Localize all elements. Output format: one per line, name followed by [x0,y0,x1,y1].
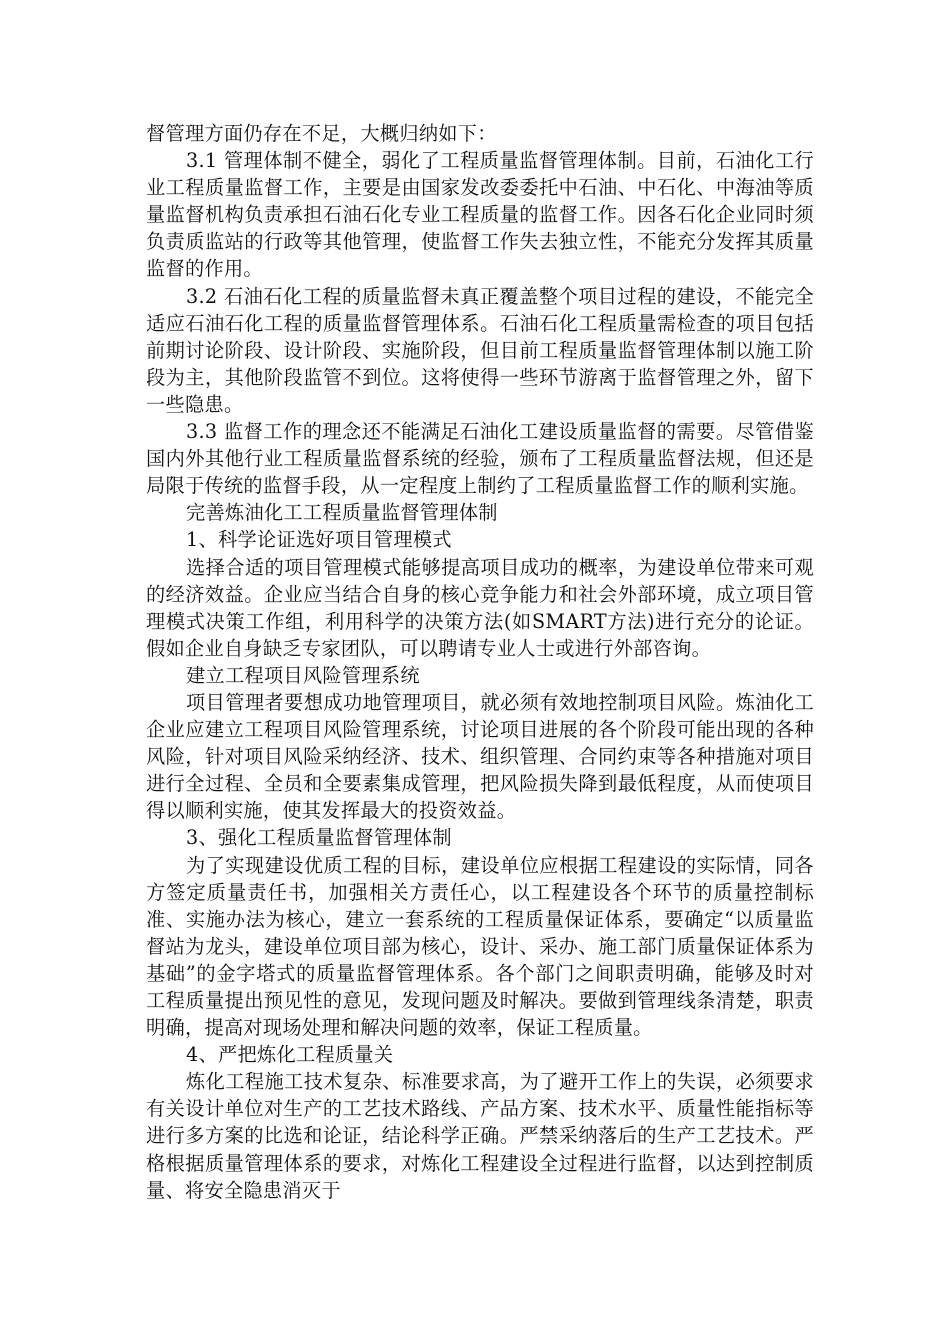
subheading-1: 1、科学论证选好项目管理模式 [186,528,452,552]
paragraph-3-3: 3.3 监督工作的理念还不能满足石油化工建设质量监督的需要。尽管借鉴国内外其他行业工程质量监督系统的经验，颁布了工程质量监督法规，但还是局限于传统的监督手段，从一定程度上制约了工程质量监督工作的顺利实施。 [146,420,814,498]
paragraph-3-2: 3.2 石油石化工程的质量监督未真正覆盖整个项目过程的建设，不能完全适应石油石化工程的质量监督管理体系。石油石化工程质量需检查的项目包括前期讨论阶段、设计阶段、实施阶段，但目前工程质量监督管理体制以施工阶段为主，其他阶段监管不到位。这将使得一些环节游离于监督管理之外，留下一些隐患。 [146,284,814,416]
paragraph-risk-management: 项目管理者要想成功地管理项目，就必须有效地控制项目风险。炼油化工企业应建立工程项目风险管理系统，讨论项目进展的各个阶段可能出现的各种风险，针对项目风险采纳经济、技术、组织管理、合同约束等各种措施对项目进行全过程、全员和全要素集成管理，把风险损失降到最低程度，从而使项目得以顺利实施，使其发挥最大的投资效益。 [146,690,814,823]
paragraph-quality-system: 为了实现建设优质工程的目标，建设单位应根据工程建设的实际情，同各方签定质量责任书，加强相关方责任心，以工程建设各个环节的质量控制标准、实施办法为核心，建立一套系统的工程质量保证体系，要确定“以质量监督站为龙头，建设单位项目部为核心，设计、采办、施工部门质量保证体系为基础”的金字塔式的质量监督管理体系。各个部门之间职责明确，能够及时对工程质量提出预见性的意见，发现问题及时解决。要做到管理线条清楚，职责明确，提高对现场处理和解决问题的效率，保证工程质量。 [146,853,814,1040]
section-heading-improve-system: 完善炼油化工工程质量监督管理体制 [186,501,498,525]
subheading-3: 3、强化工程质量监督管理体制 [186,826,452,850]
paragraph-3-1: 3.1 管理体制不健全，弱化了工程质量监督管理体制。目前，石油化工行业工程质量监督工作，主要是由国家发改委委托中石油、中石化、中海油等质量监督机构负责承担石油石化专业工程质量的监督工作。因各石化企业同时须负责质监站的行政等其他管理，使监督工作失去独立性，不能充分发挥其质量监督的作用。 [146,149,814,281]
paragraph-quality-control: 炼化工程施工技术复杂、标准要求高，为了避开工作上的失误，必须要求有关设计单位对生产的工艺技术路线、产品方案、技术水平、质量性能指标等进行多方案的比选和论证，结论科学正确。严禁采纳落后的生产工艺技术。严格根据质量管理体系的要求，对炼化工程建设全过程进行监督，以达到控制质量、将安全隐患消灭于 [146,1070,814,1202]
subheading-4: 4、严把炼化工程质量关 [186,1043,394,1067]
paragraph-project-mode: 选择合适的项目管理模式能够提高项目成功的概率，为建设单位带来可观的经济效益。企业应当结合自身的核心竞争能力和社会外部环境，成立项目管理模式决策工作组，利用科学的决策方法(如SMART方法)进行充分的论证。假如企业自身缺乏专家团队，可以聘请专业人士或进行外部咨询。 [146,555,814,660]
subheading-risk-system: 建立工程项目风险管理系统 [186,663,420,687]
document-page [146,120,814,1204]
paragraph-intro-continuation: 督管理方面仍存在不足，大概归纳如下： [146,122,497,145]
